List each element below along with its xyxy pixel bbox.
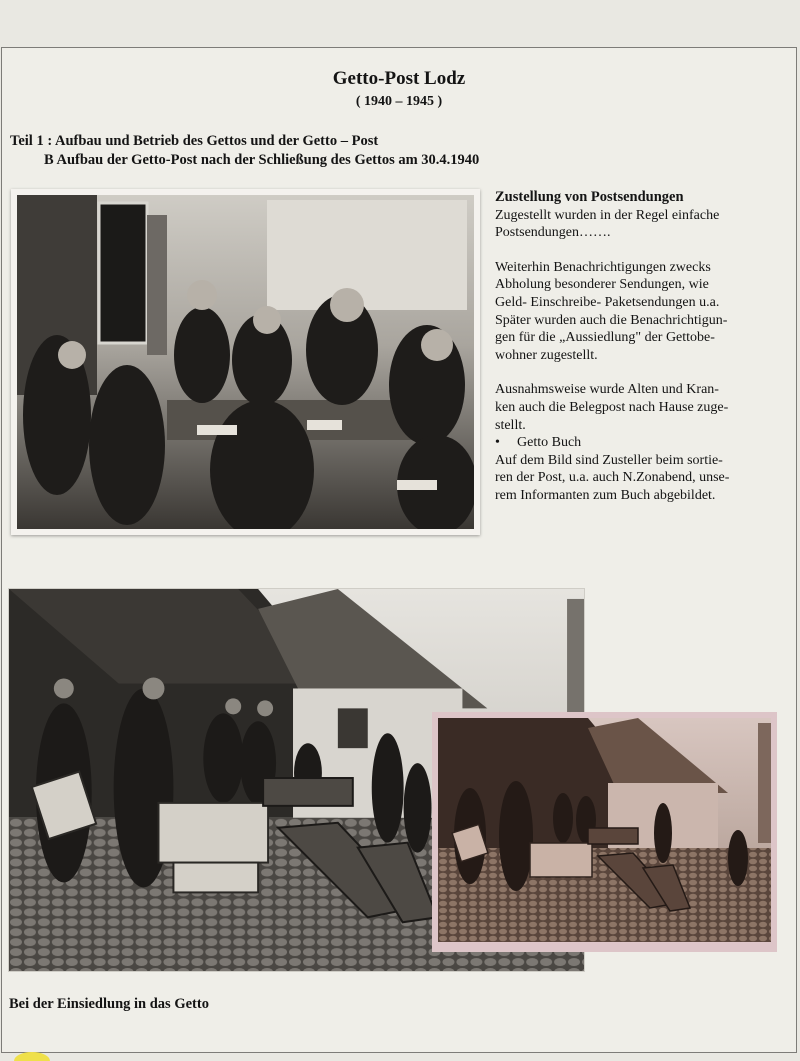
yellow-sticker xyxy=(14,1052,50,1061)
description-text xyxy=(495,189,785,505)
post-sorting-photo-image xyxy=(17,195,474,529)
page-title: Getto-Post Lodz xyxy=(332,68,466,89)
photo-caption: Bei der Einsiedlung in das Getto xyxy=(9,996,209,1012)
bullet-item xyxy=(495,434,785,452)
description-heading: Zustellung von Postsendungen xyxy=(495,189,684,205)
bullet-icon: • xyxy=(495,435,500,451)
sepia-street-photo-image xyxy=(438,718,771,942)
section-line-1: Teil 1 : Aufbau und Betrieb des Gettos und der Getto – Post xyxy=(10,133,379,149)
paragraph-2: Weiterhin Benachrichtigungen zwecks Abholung besonderer Sendungen, wie Geld- Einschreibe- Paketsendungen u.a. Später wurden auch die Benachrichtigun- gen für die „Aussiedlung" der Gettobe- wohner zugestellt. xyxy=(495,259,728,363)
bullet-text: Getto Buch xyxy=(517,435,582,451)
post-sorting-photo xyxy=(11,189,480,535)
paragraph-3: Ausnahmsweise wurde Alten und Kran- ken auch die Belegpost nach Hause zuge- stellt. xyxy=(495,382,729,433)
section-heading xyxy=(10,132,479,170)
page-years: ( 1940 – 1945 ) xyxy=(355,94,443,109)
section-line-2: B Aufbau der Getto-Post nach der Schließung des Gettos am 30.4.1940 xyxy=(44,152,480,168)
album-page xyxy=(1,47,797,1053)
paragraph-1: Zugestellt wurden in der Regel einfache Postsendungen……. xyxy=(495,207,720,241)
paragraph-4: Auf dem Bild sind Zusteller beim sortie- ren der Post, u.a. auch N.Zonabend, unse- rem Informanten zum Buch abgebildet. xyxy=(495,452,730,503)
sepia-street-photo xyxy=(432,712,777,952)
